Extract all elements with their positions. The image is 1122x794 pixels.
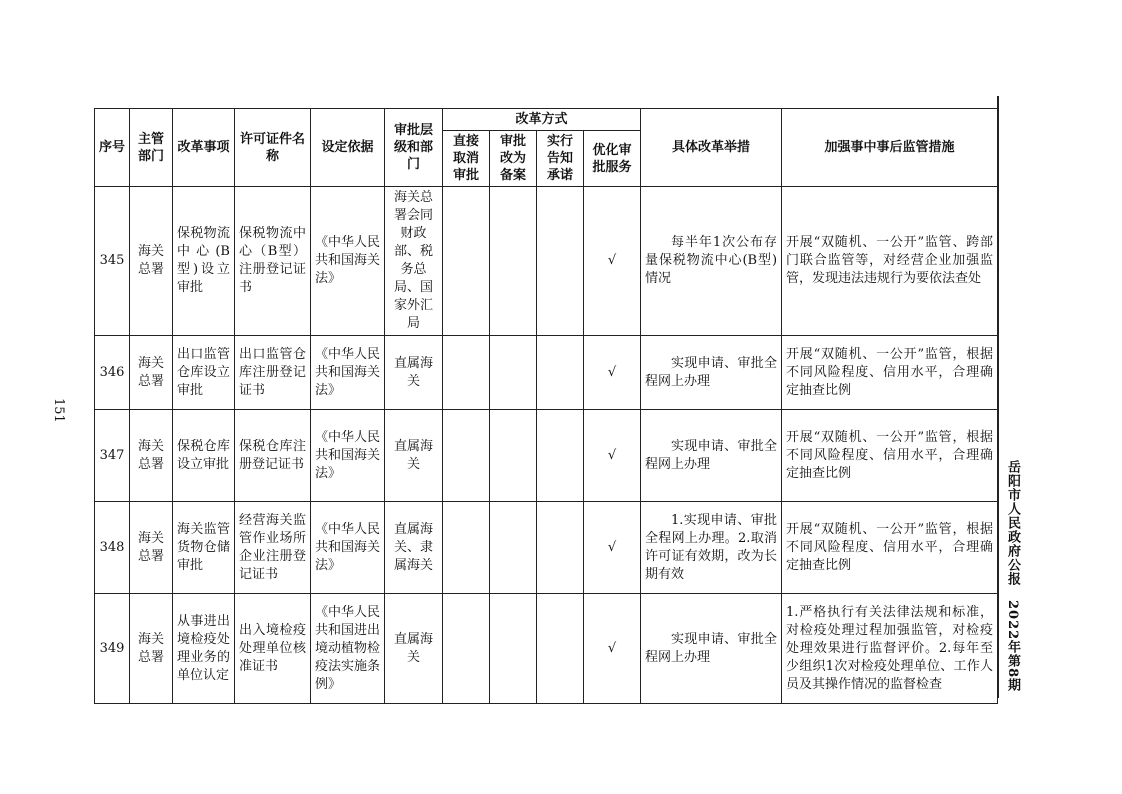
cell-level: 海关总署会同财政部、税务总局、国家外汇局 — [385, 187, 443, 336]
cell-seq: 345 — [95, 187, 130, 336]
table-row — [95, 336, 998, 410]
header-seq: 序号 — [95, 109, 130, 187]
cell-cancel — [443, 187, 490, 336]
cell-license: 保税物流中心（B型）注册登记证书 — [235, 187, 311, 336]
cell-item: 从事进出境检疫处理业务的单位认定 — [173, 594, 235, 704]
cell-dept: 海关总署 — [130, 336, 173, 410]
cell-item: 保税仓库设立审批 — [173, 410, 235, 502]
cell-basis: 《中华人民共和国海关法》 — [311, 410, 385, 502]
cell-dept: 海关总署 — [130, 410, 173, 502]
cell-basis: 《中华人民共和国海关法》 — [311, 336, 385, 410]
cell-supervision: 开展“双随机、一公开”监管，根据不同风险程度、信用水平，合理确定抽查比例 — [782, 502, 998, 594]
cell-basis: 《中华人民共和国海关法》 — [311, 187, 385, 336]
cell-seq: 348 — [95, 502, 130, 594]
cell-cancel — [443, 410, 490, 502]
cell-license: 出入境检疫处理单位核准证书 — [235, 594, 311, 704]
cell-notify — [537, 410, 584, 502]
reform-table — [94, 108, 998, 704]
cell-basis: 《中华人民共和国海关法》 — [311, 502, 385, 594]
header-supervision: 加强事中事后监管措施 — [782, 109, 998, 187]
check-mark: √ — [584, 187, 641, 336]
cell-measures: 实现申请、审批全程网上办理 — [641, 336, 782, 410]
cell-item: 保税物流中心(B型)设立审批 — [173, 187, 235, 336]
cell-cancel — [443, 594, 490, 704]
cell-notify — [537, 594, 584, 704]
check-mark: √ — [584, 410, 641, 502]
cell-notify — [537, 502, 584, 594]
cell-dept: 海关总署 — [130, 187, 173, 336]
cell-measures: 实现申请、审批全程网上办理 — [641, 594, 782, 704]
cell-seq: 349 — [95, 594, 130, 704]
cell-license: 出口监管仓库注册登记证书 — [235, 336, 311, 410]
cell-license: 保税仓库注册登记证书 — [235, 410, 311, 502]
cell-measures: 实现申请、审批全程网上办理 — [641, 410, 782, 502]
cell-measures: 每半年1次公布存量保税物流中心(B型)情况 — [641, 187, 782, 336]
header-measures: 具体改革举措 — [641, 109, 782, 187]
cell-filing — [490, 502, 537, 594]
header-basis: 设定依据 — [311, 109, 385, 187]
cell-dept: 海关总署 — [130, 502, 173, 594]
cell-seq: 347 — [95, 410, 130, 502]
cell-filing — [490, 336, 537, 410]
cell-item: 出口监管仓库设立审批 — [173, 336, 235, 410]
cell-cancel — [443, 502, 490, 594]
cell-supervision: 1.严格执行有关法律法规和标准，对检疫处理过程加强监管，对检疫处理效果进行监督评价。2.每年至少组织1次对检疫处理单位、工作人员及其操作情况的监督检查 — [782, 594, 998, 704]
header-optimize: 优化审批服务 — [584, 131, 641, 187]
cell-filing — [490, 187, 537, 336]
cell-basis: 《中华人民共和国进出境动植物检疫法实施条例》 — [311, 594, 385, 704]
cell-notify — [537, 187, 584, 336]
table-row — [95, 187, 998, 336]
cell-dept: 海关总署 — [130, 594, 173, 704]
cell-item: 海关监管货物仓储审批 — [173, 502, 235, 594]
check-mark: √ — [584, 336, 641, 410]
table-row — [95, 594, 998, 704]
running-header: 岳阳市人民政府公报 2022年第8期 — [1005, 460, 1020, 693]
cell-filing — [490, 410, 537, 502]
check-mark: √ — [584, 594, 641, 704]
header-cancel: 直接取消审批 — [443, 131, 490, 187]
header-filing: 审批改为备案 — [490, 131, 537, 187]
table-row — [95, 502, 998, 594]
header-dept: 主管部门 — [130, 109, 173, 187]
cell-level: 直属海关 — [385, 336, 443, 410]
cell-supervision: 开展“双随机、一公开”监管、跨部门联合监管等，对经营企业加强监管，发现违法违规行为要依法查处 — [782, 187, 998, 336]
check-mark: √ — [584, 502, 641, 594]
header-reform-method: 改革方式 — [443, 109, 641, 131]
cell-level: 直属海关 — [385, 594, 443, 704]
header-license: 许可证件名称 — [235, 109, 311, 187]
table-row — [95, 410, 998, 502]
page-number: 151 — [51, 398, 66, 423]
cell-license: 经营海关监管作业场所企业注册登记证书 — [235, 502, 311, 594]
cell-supervision: 开展“双随机、一公开”监管，根据不同风险程度、信用水平，合理确定抽查比例 — [782, 336, 998, 410]
cell-filing — [490, 594, 537, 704]
header-level: 审批层级和部门 — [385, 109, 443, 187]
cell-level: 直属海关、隶属海关 — [385, 502, 443, 594]
cell-cancel — [443, 336, 490, 410]
cell-notify — [537, 336, 584, 410]
header-item: 改革事项 — [173, 109, 235, 187]
cell-seq: 346 — [95, 336, 130, 410]
cell-supervision: 开展“双随机、一公开”监管，根据不同风险程度、信用水平，合理确定抽查比例 — [782, 410, 998, 502]
header-notify: 实行告知承诺 — [537, 131, 584, 187]
cell-level: 直属海关 — [385, 410, 443, 502]
cell-measures: 1.实现申请、审批全程网上办理。2.取消许可证有效期，改为长期有效 — [641, 502, 782, 594]
